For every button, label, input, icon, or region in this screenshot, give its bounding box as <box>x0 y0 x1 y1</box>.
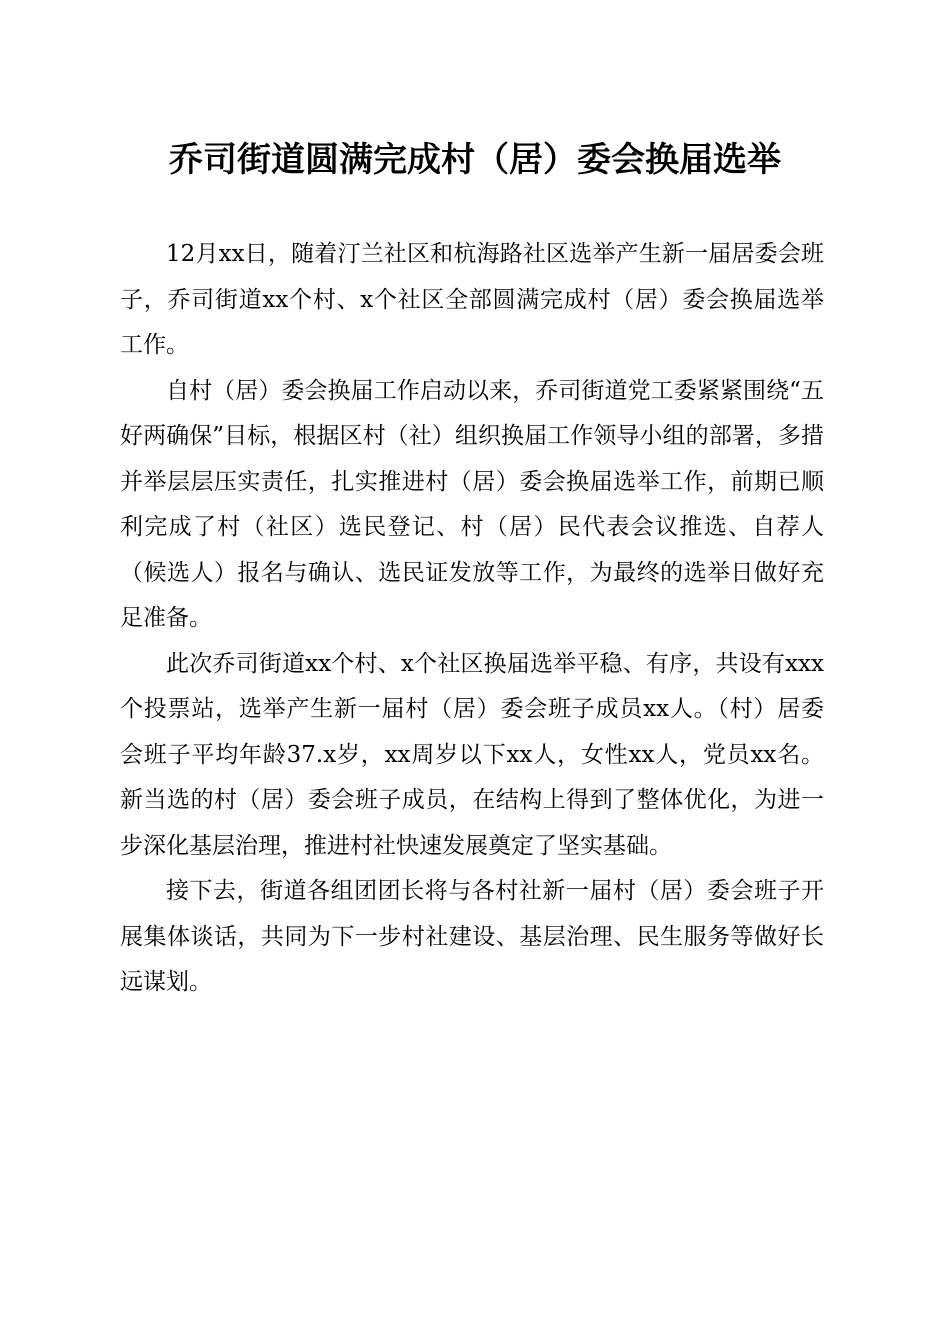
paragraph-1: 12月xx日，随着汀兰社区和杭海路社区选举产生新一届居委会班子，乔司街道xx个村、x个社区全部圆满完成村（居）委会换届选举工作。 <box>120 241 824 358</box>
paragraph-2: 自村（居）委会换届工作启动以来，乔司街道党工委紧紧围绕“五好两确保”目标，根据区村（社）组织换届工作领导小组的部署，多措并举层层压实责任，扎实推进村（居）委会换届选举工作，前期已顺利完成了村（社区）选民登记、村（居）民代表会议推选、自荐人（候选人）报名与确认、选民证发放等工作，为最终的选举日做好充足准备。 <box>120 377 824 631</box>
document-body <box>120 232 824 1006</box>
paragraph-4: 接下去，街道各组团团长将与各村社新一届村（居）委会班子开展集体谈话，共同为下一步村社建设、基层治理、民生服务等做好长远谋划。 <box>120 878 824 995</box>
paragraph-3: 此次乔司街道xx个村、x个社区换届选举平稳、有序，共设有xxx个投票站，选举产生新一届村（居）委会班子成员xx人。（村）居委会班子平均年龄37.x岁，xx周岁以下xx人，女性xx人，党员xx名。新当选的村（居）委会班子成员，在结构上得到了整体优化，为进一步深化基层治理，推进村社快速发展奠定了坚实基础。 <box>120 650 824 859</box>
document-title: 乔司街道圆满完成村（居）委会换届选举 <box>169 140 781 180</box>
